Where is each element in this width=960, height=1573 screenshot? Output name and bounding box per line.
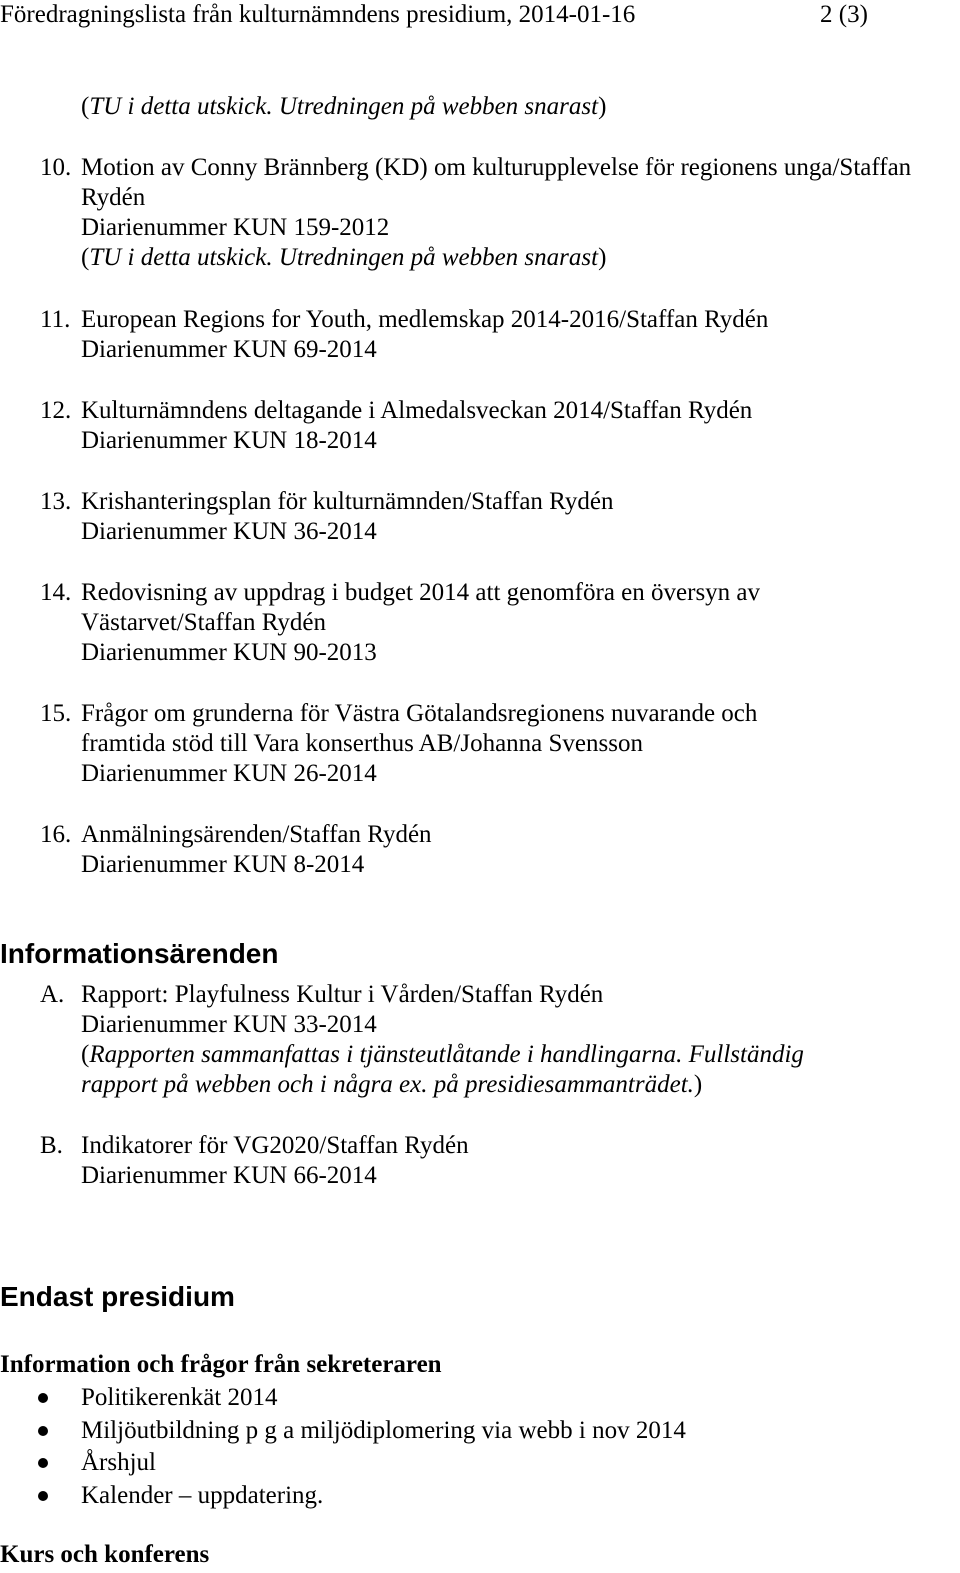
info-item-b <box>40 1131 960 1191</box>
item-letter: B. <box>40 1132 63 1159</box>
item-title-line: framtida stöd till Vara konserthus AB/Johanna Svensson <box>81 730 643 757</box>
document-header-title: Föredragningslista från kulturnämndens presidium, 2014-01-16 <box>0 1 636 28</box>
item-title-line: European Regions for Youth, medlemskap 2014-2016/Staffan Rydén <box>81 306 769 333</box>
list-item: Kalender – uppdatering. <box>0 1481 686 1514</box>
section-heading-information: Informationsärenden <box>0 938 279 969</box>
item-note: (TU i detta utskick. Utredningen på webben snarast) <box>81 244 607 271</box>
item-diarienummer: Diarienummer KUN 26-2014 <box>81 760 377 787</box>
item-number: 13. <box>40 488 72 515</box>
item-number: 15. <box>40 700 72 727</box>
item-diarienummer: Diarienummer KUN 159-2012 <box>81 214 390 241</box>
item-title-line: Anmälningsärenden/Staffan Rydén <box>81 821 432 848</box>
item-diarienummer: Diarienummer KUN 69-2014 <box>81 336 377 363</box>
agenda-item-12 <box>40 396 960 456</box>
item-number: 12. <box>40 397 72 424</box>
item-number: 16. <box>40 821 72 848</box>
item-title-line: Kulturnämndens deltagande i Almedalsveckan 2014/Staffan Rydén <box>81 397 753 424</box>
item-title-line: Frågor om grunderna för Västra Götalandsregionens nuvarande och <box>81 700 758 727</box>
agenda-item-15 <box>40 699 960 789</box>
list-item: Politikerenkät 2014 <box>0 1383 686 1416</box>
item-diarienummer: Diarienummer KUN 33-2014 <box>81 1011 377 1038</box>
agenda-item-16 <box>40 820 960 880</box>
item-number: 14. <box>40 579 72 606</box>
agenda-item-10 <box>40 153 960 273</box>
item-title-line: Västarvet/Staffan Rydén <box>81 609 326 636</box>
item-letter: A. <box>40 981 65 1008</box>
item-number: 11. <box>40 306 71 333</box>
item-number: 10. <box>40 154 72 181</box>
bullet-icon <box>38 1426 48 1436</box>
item-title-line: Rapport: Playfulness Kultur i Vården/Staffan Rydén <box>81 981 604 1008</box>
info-item-a <box>40 980 960 1100</box>
item-title-line: Rydén <box>81 184 146 211</box>
agenda-item-14 <box>40 578 960 668</box>
item-diarienummer: Diarienummer KUN 36-2014 <box>81 518 377 545</box>
secretary-bullet-list <box>0 1383 686 1513</box>
bullet-icon <box>38 1393 48 1403</box>
item-title-line: Krishanteringsplan för kulturnämnden/Staffan Rydén <box>81 488 614 515</box>
list-item: Årshjul <box>0 1448 686 1481</box>
page-number: 2 (3) <box>820 1 868 28</box>
agenda-item-13 <box>40 487 960 547</box>
item-note: rapport på webben och i några ex. på presidiesammanträdet.) <box>81 1071 703 1098</box>
agenda-item-11 <box>40 305 960 365</box>
item-title-line: Motion av Conny Brännberg (KD) om kulturupplevelse för regionens unga/Staffan <box>81 154 912 181</box>
item-diarienummer: Diarienummer KUN 18-2014 <box>81 427 377 454</box>
item-diarienummer: Diarienummer KUN 66-2014 <box>81 1162 377 1189</box>
bullet-icon <box>38 1458 48 1468</box>
item-title-line: Redovisning av uppdrag i budget 2014 att genomföra en översyn av <box>81 579 761 606</box>
item-note: (Rapporten sammanfattas i tjänsteutlåtande i handlingarna. Fullständig <box>81 1041 804 1068</box>
item-diarienummer: Diarienummer KUN 8-2014 <box>81 851 365 878</box>
section-heading-presidium: Endast presidium <box>0 1281 235 1312</box>
bullet-icon <box>38 1491 48 1501</box>
list-item: Miljöutbildning p g a miljödiplomering via webb i nov 2014 <box>0 1416 686 1449</box>
item-diarienummer: Diarienummer KUN 90-2013 <box>81 639 377 666</box>
item-title-line: Indikatorer för VG2020/Staffan Rydén <box>81 1132 469 1159</box>
subheading-course-conference: Kurs och konferens <box>0 1541 210 1568</box>
continued-note: (TU i detta utskick. Utredningen på webben snarast) <box>81 93 607 120</box>
subheading-secretary: Information och frågor från sekreteraren <box>0 1351 442 1378</box>
